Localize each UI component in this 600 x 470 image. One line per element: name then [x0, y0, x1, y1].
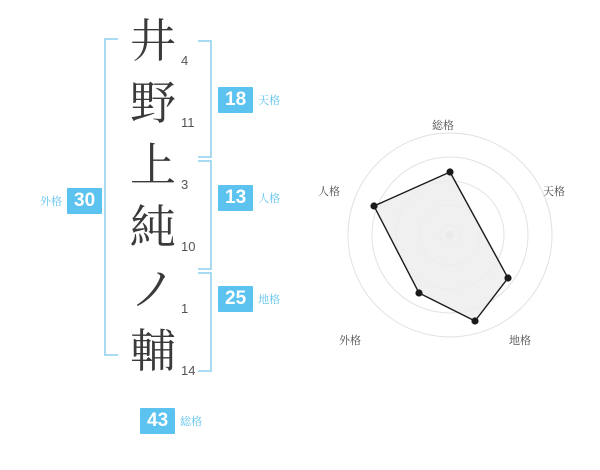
tenkaku-value: 18: [218, 87, 253, 113]
radar-chart: [315, 105, 585, 365]
gaikaku-value: 30: [67, 188, 102, 214]
kanji-character: 上: [130, 138, 176, 192]
kanji-character: 輔: [130, 324, 176, 378]
radar-axis-label-tenkaku: 天格: [543, 185, 565, 198]
tenkaku-score: [218, 87, 280, 113]
jinkaku-value: 13: [218, 185, 253, 211]
kanji-cell: [125, 258, 195, 320]
kanji-stroke-count: 3: [181, 177, 189, 192]
kanji-character: ノ: [130, 262, 176, 316]
jinkaku-score: [218, 185, 280, 211]
radar-axis-label-jinkaku: 人格: [318, 185, 340, 198]
chikaku-value: 25: [218, 286, 253, 312]
jinkaku-label: 人格: [258, 192, 281, 205]
kanji-cell: [125, 320, 195, 382]
kanji-stroke-count: 10: [181, 239, 196, 254]
jinkaku-bracket: [198, 160, 212, 270]
soukaku-value: 43: [140, 408, 175, 434]
radar-point-soukaku: [446, 168, 453, 175]
radar-axis-label-soukaku: 総格: [432, 119, 454, 132]
radar-axis-label-chikaku: 地格: [509, 334, 531, 347]
gaikaku-label: 外格: [40, 195, 62, 208]
kanji-column: [125, 10, 195, 382]
radar-axis-label-gaikaku: 外格: [339, 334, 361, 347]
radar-point-tenkaku: [504, 274, 511, 281]
radar-chart-svg: [315, 105, 585, 365]
tenkaku-bracket: [198, 40, 212, 158]
gaikaku-score: [40, 188, 102, 214]
kanji-character: 野: [130, 76, 176, 130]
radar-data-polygon: [374, 172, 508, 321]
radar-point-chikaku: [471, 317, 478, 324]
chikaku-label: 地格: [258, 293, 281, 306]
chikaku-score: [218, 286, 280, 312]
kanji-stroke-count: 4: [181, 53, 189, 68]
kanji-cell: [125, 10, 195, 72]
kanji-character: 井: [130, 14, 176, 68]
kanji-cell: [125, 134, 195, 196]
kanji-stroke-count: 1: [181, 301, 189, 316]
tenkaku-label: 天格: [258, 94, 281, 107]
kanji-cell: [125, 72, 195, 134]
kanji-stroke-count: 11: [181, 115, 195, 130]
soukaku-score: [140, 408, 202, 434]
soukaku-label: 総格: [180, 415, 203, 428]
kanji-cell: [125, 196, 195, 258]
kanji-character: 純: [130, 200, 176, 254]
gaikaku-bracket: [104, 38, 118, 356]
radar-point-gaikaku: [415, 289, 422, 296]
chikaku-bracket: [198, 272, 212, 372]
radar-point-jinkaku: [370, 202, 377, 209]
kanji-stroke-count: 14: [181, 363, 196, 378]
